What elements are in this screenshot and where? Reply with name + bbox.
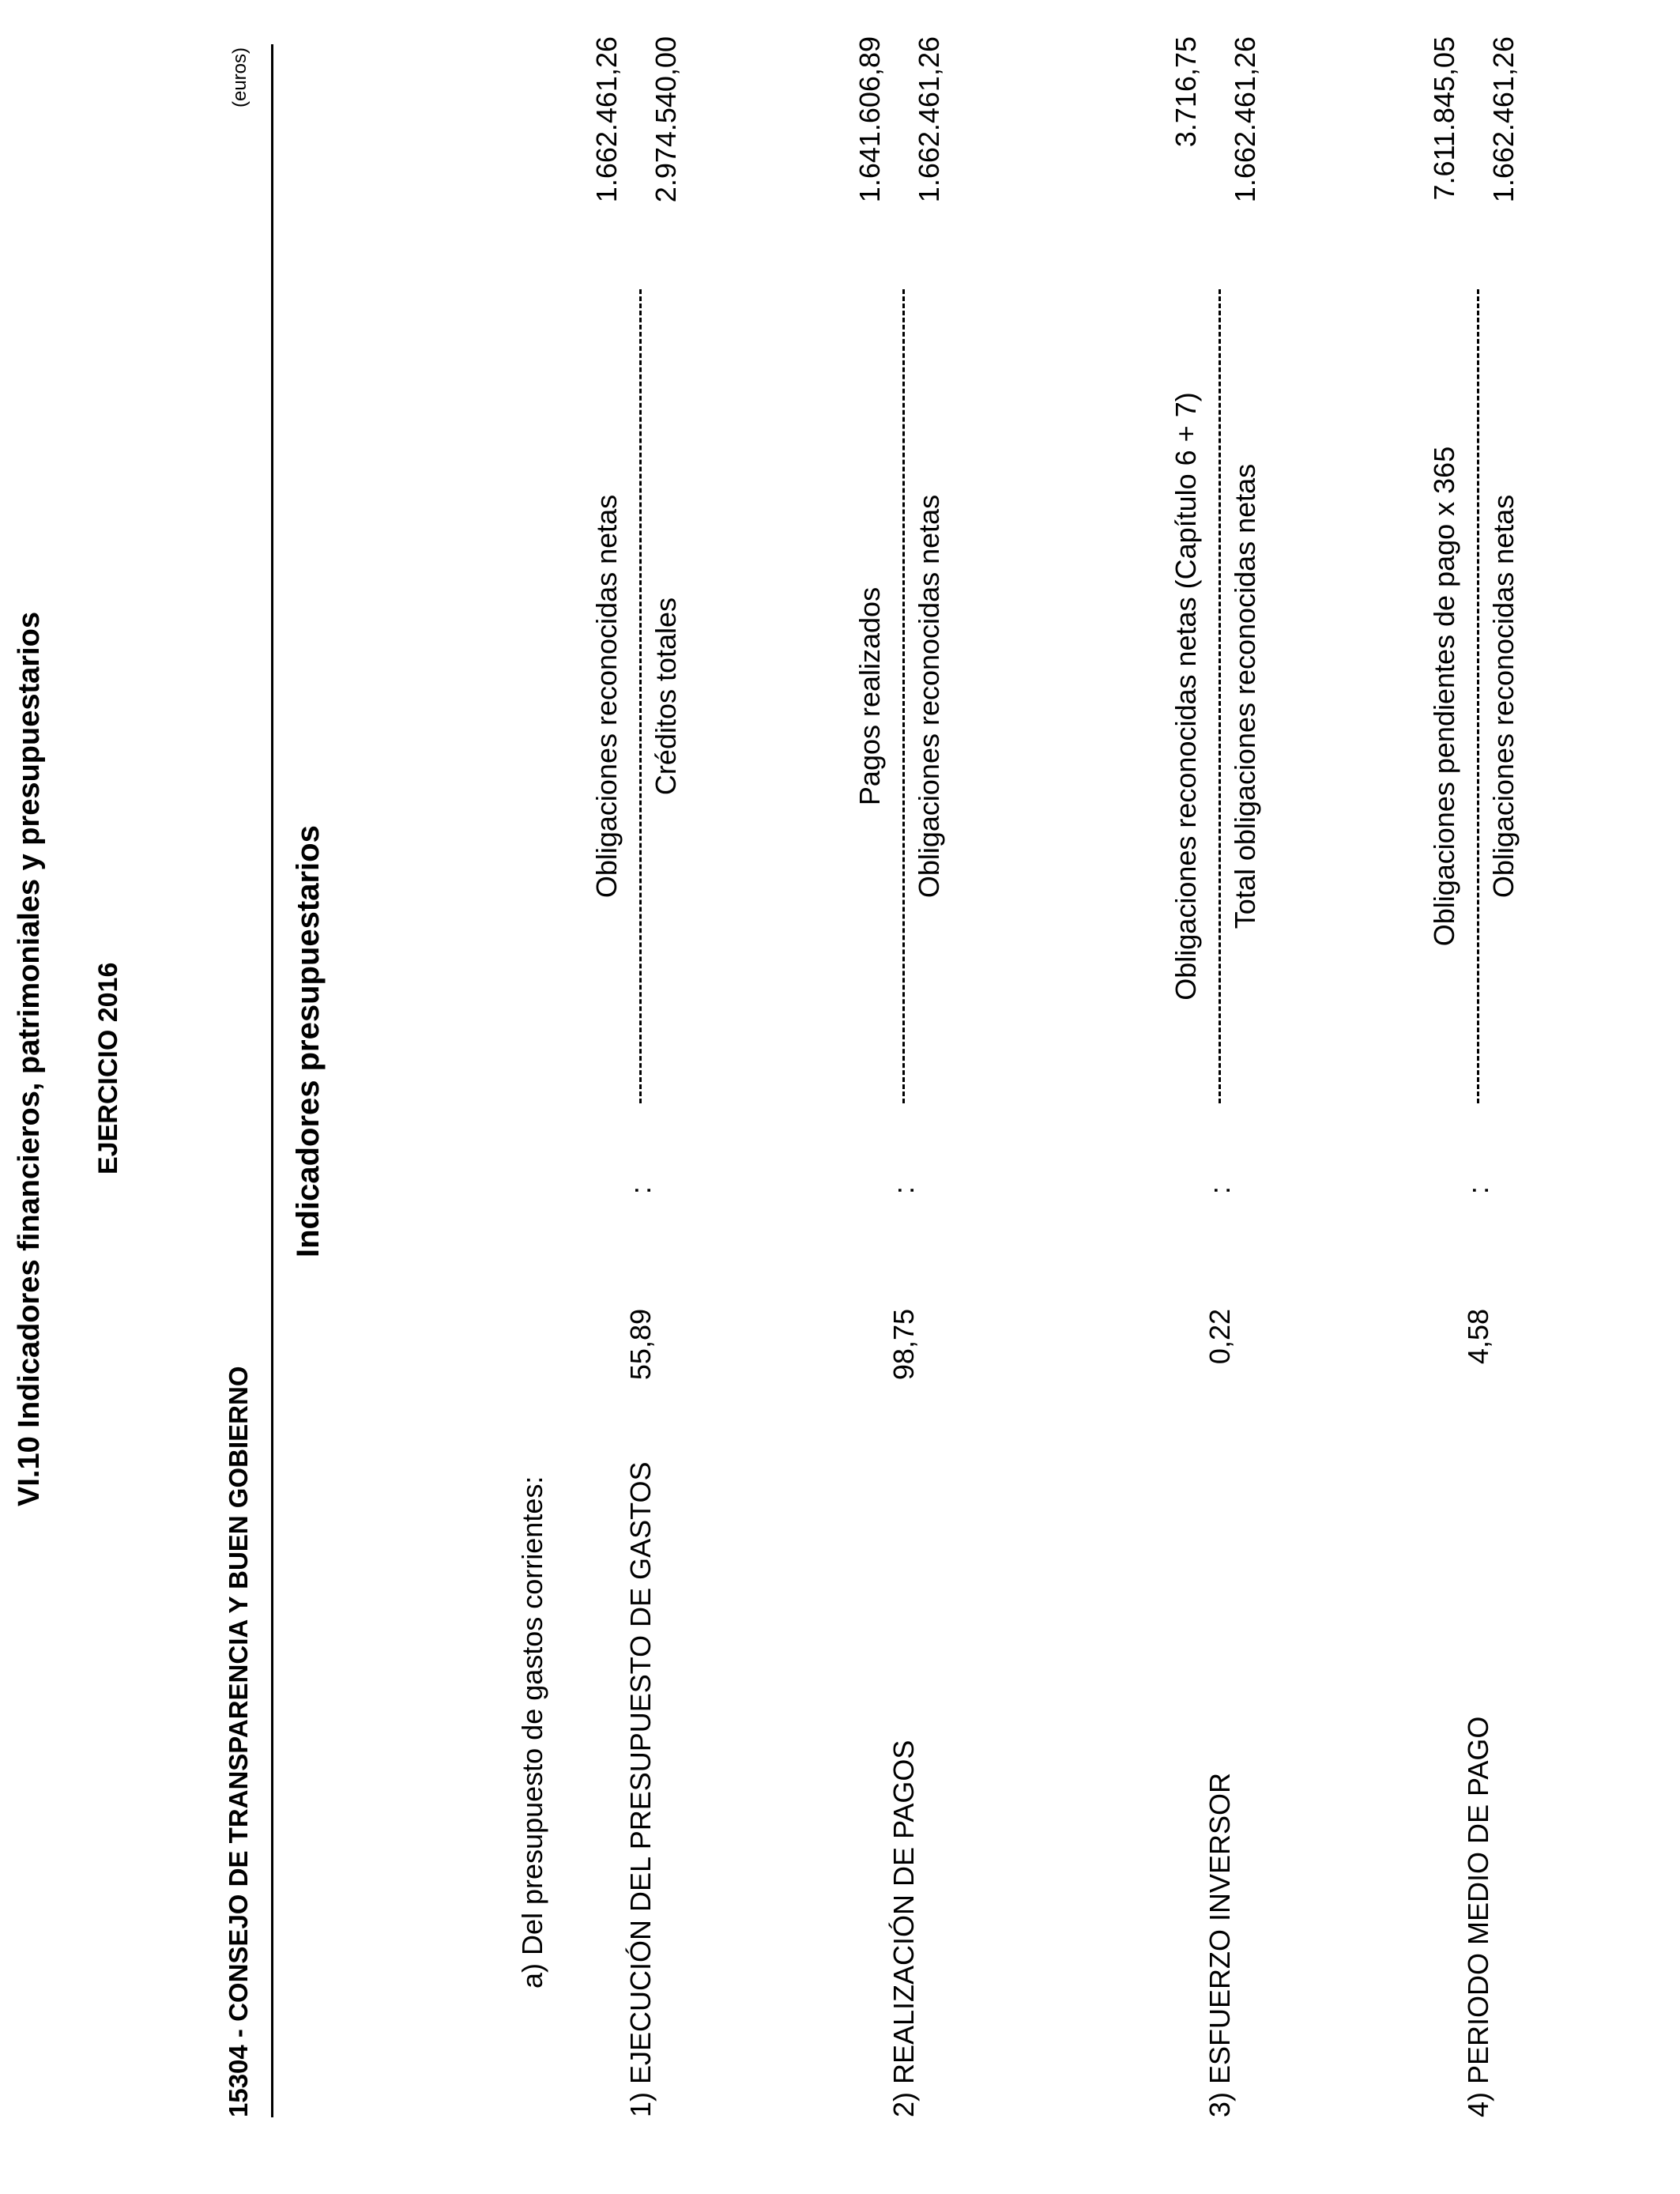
indicator-colon: : <box>624 1186 657 1194</box>
denominator-amount: 1.662.461,26 <box>913 36 945 203</box>
numerator-amount: 7.611.845,05 <box>1428 36 1460 201</box>
indicator-value: 0,22 <box>1203 1309 1236 1365</box>
fraction-rule <box>902 289 905 1103</box>
indicator-name: 2) REALIZACIÓN DE PAGOS <box>887 1740 920 2117</box>
units-label: (euros) <box>229 47 250 107</box>
denominator-label: Total obligaciones reconocidas netas <box>1229 463 1261 929</box>
fraction-rule <box>1477 289 1479 1103</box>
indicator-value: 4,58 <box>1462 1309 1494 1365</box>
numerator-label: Pagos realizados <box>853 586 886 806</box>
fiscal-year-heading: EJERCICIO 2016 <box>93 962 123 1174</box>
indicator-value: 98,75 <box>887 1309 920 1381</box>
denominator-label: Obligaciones reconocidas netas <box>1487 494 1520 899</box>
entity-name: 15304 - CONSEJO DE TRANSPARENCIA Y BUEN GOBIERNO <box>224 1366 253 2117</box>
denominator-amount: 1.662.461,26 <box>1229 36 1261 203</box>
indicator-colon: : <box>887 1186 920 1194</box>
denominator-label: Créditos totales <box>650 597 682 796</box>
denominator-label: Obligaciones reconocidas netas <box>913 494 945 899</box>
indicator-colon: : <box>1203 1186 1236 1194</box>
section-heading: Indicadores presupuestarios <box>291 825 326 1257</box>
indicator-name: 3) ESFUERZO INVERSOR <box>1203 1772 1236 2117</box>
indicator-colon: : <box>1462 1186 1494 1194</box>
numerator-label: Obligaciones pendientes de pago x 365 <box>1428 446 1460 947</box>
denominator-amount: 1.662.461,26 <box>1487 36 1520 203</box>
fraction-rule <box>639 289 642 1103</box>
header-rule <box>271 44 273 2117</box>
fraction-rule <box>1219 289 1221 1103</box>
numerator-label: Obligaciones reconocidas netas (Capítulo 6 + 7) <box>1170 392 1202 1001</box>
subsection-label: a) Del presupuesto de gastos corrientes: <box>516 1476 548 1989</box>
indicator-name: 4) PERIODO MEDIO DE PAGO <box>1462 1716 1494 2117</box>
numerator-label: Obligaciones reconocidas netas <box>590 494 623 899</box>
numerator-amount: 1.641.606,89 <box>853 36 886 203</box>
numerator-amount: 1.662.461,26 <box>590 36 623 203</box>
indicator-value: 55,89 <box>624 1309 657 1381</box>
numerator-amount: 3.716,75 <box>1170 36 1202 148</box>
denominator-amount: 2.974.540,00 <box>650 36 682 203</box>
indicator-name: 1) EJECUCIÓN DEL PRESUPUESTO DE GASTOS <box>624 1461 657 2117</box>
report-title: VI.10 Indicadores financieros, patrimoniales y presupuestarios <box>13 612 46 1506</box>
